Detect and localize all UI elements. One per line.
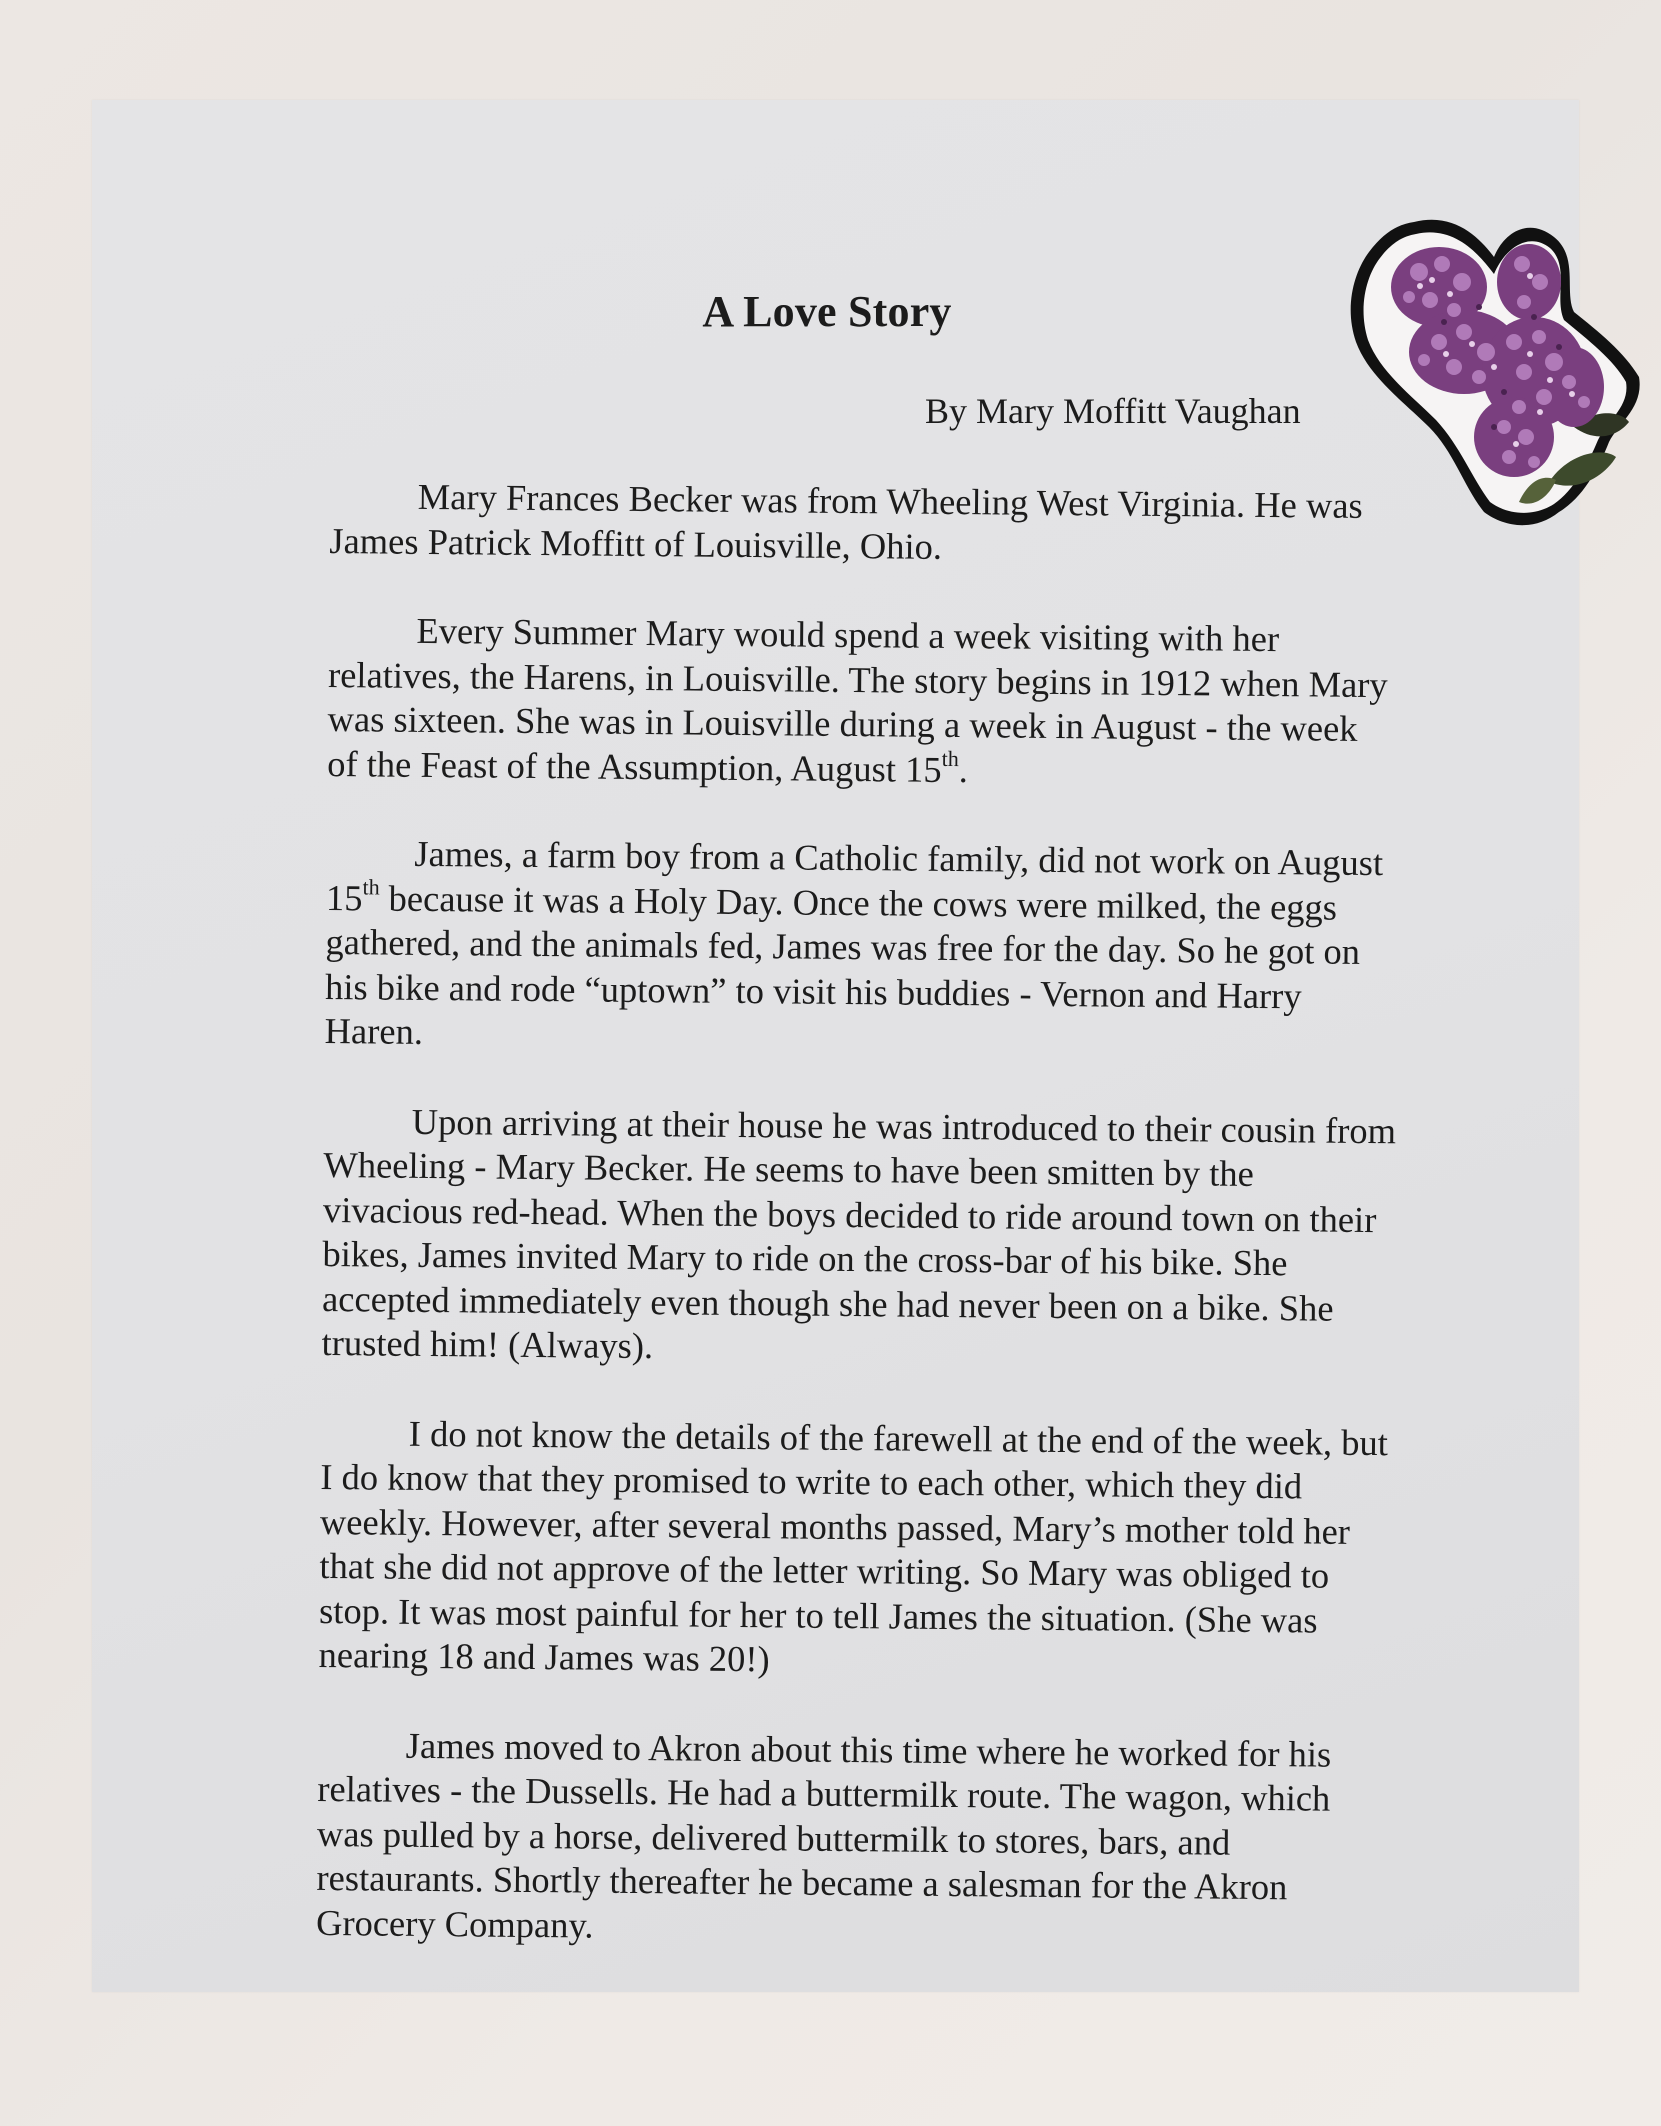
superscript: th xyxy=(362,873,380,899)
document-byline: By Mary Moffitt Vaughan xyxy=(925,391,1301,431)
document-page xyxy=(92,100,1579,1992)
paragraph-6: James moved to Akron about this time where he worked for his relatives - the Dussells. He had a buttermilk route. The wagon, which was pulled by a horse, delivered buttermilk to stores, bars, and restaurants. Shortly thereafter he became a salesman for the Akron Grocery Company. xyxy=(315,1724,1332,1946)
paragraph-5: I do not know the details of the farewell at the end of the week, but I do know that they promised to write to each other, which they did weekly. However, after several months passed, Mary’s mother told her that she did not approve of the letter writing. So Mary was obliged to stop. It was most painful for her to tell James the situation. (She was nearing 18 and James was 20!) xyxy=(318,1412,1389,1680)
paragraph-2: Every Summer Mary would spend a week visiting with her relatives, the Harens, in Louisville. The story begins in 1912 when Mary was sixteen. She was in Louisville during a week in August - the week of the Feast of the Assumption, August 15th. xyxy=(327,609,1388,790)
paragraph-3: James, a farm boy from a Catholic family, did not work on August 15th because it was a Holy Day. Once the cows were milked, the eggs gathered, and the animals fed, James was free for the day. So he got on his bike and rode “uptown” to visit his buddies - Vernon and Harry Haren. xyxy=(324,832,1384,1052)
story-body xyxy=(315,474,1479,2001)
superscript: th xyxy=(941,745,959,771)
document-title: A Love Story xyxy=(702,287,952,336)
paragraph-1: Mary Frances Becker was from Wheeling West Virginia. He was James Patrick Moffitt of Louisville, Ohio. xyxy=(329,475,1363,567)
paragraph-4: Upon arriving at their house he was introduced to their cousin from Wheeling - Mary Becker. He seems to have been smitten by the vivacious red-head. When the boys decided to ride around town on their bikes, James invited Mary to ride on the cross-bar of his bike. She accepted immediately even though she had never been on a bike. She trusted him! (Always). xyxy=(321,1100,1397,1367)
